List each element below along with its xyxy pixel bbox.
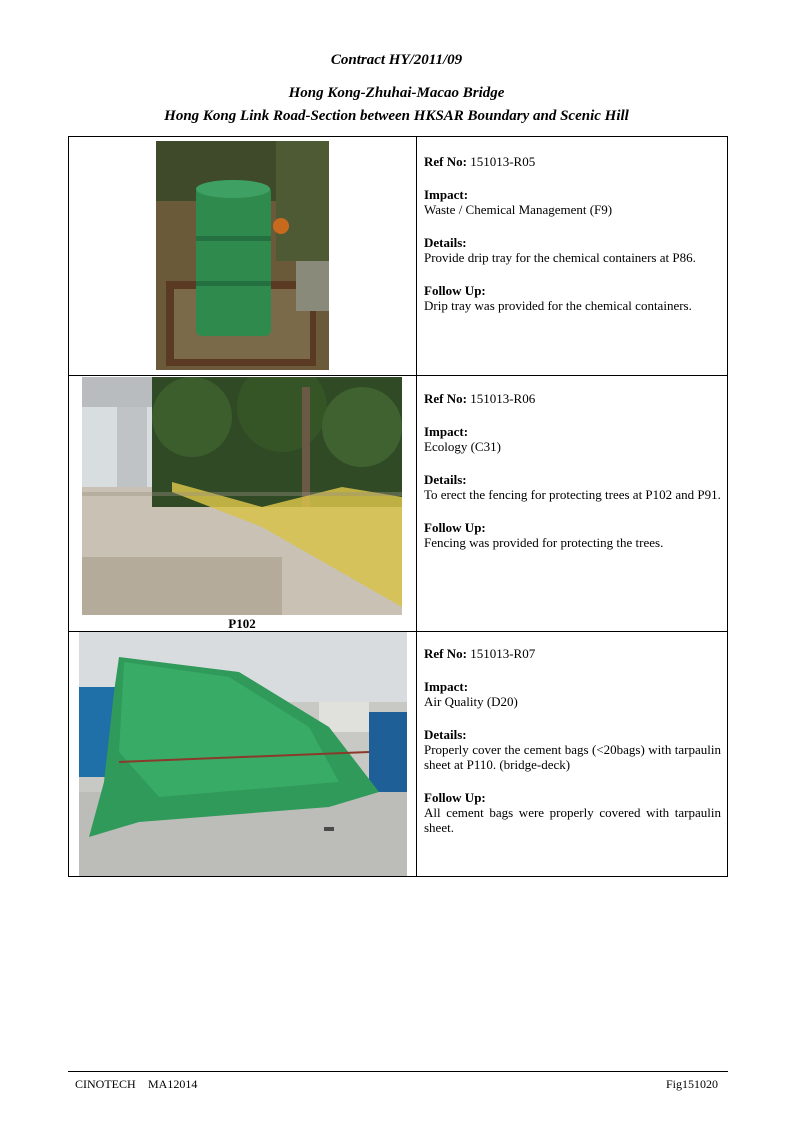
details-value: Provide drip tray for the chemical containers at P86.	[424, 250, 696, 265]
followup-value: All cement bags were properly covered with tarpaulin sheet.	[424, 805, 721, 835]
ref-value: 151013-R06	[470, 391, 536, 406]
followup-label: Follow Up:	[424, 283, 486, 298]
project-title: Hong Kong-Zhuhai-Macao Bridge	[288, 85, 505, 101]
ref-value: 151013-R07	[470, 646, 536, 661]
photo-caption: P102	[228, 616, 256, 631]
impact-label: Impact:	[424, 424, 469, 439]
details-value: Properly cover the cement bags (<20bags) with tarpaulin sheet at P110. (bridge-deck)	[424, 742, 721, 772]
footer-figure: Fig151020	[665, 1077, 718, 1091]
details-label: Details:	[424, 727, 467, 742]
impact-value: Ecology (C31)	[424, 439, 501, 454]
contract-title: Contract HY/2011/09	[330, 52, 463, 68]
photo-drip-tray	[156, 141, 329, 370]
footer-doc-code: MA12014	[148, 1077, 198, 1091]
followup-value: Drip tray was provided for the chemical containers.	[424, 298, 692, 313]
observation-table	[68, 136, 728, 877]
section-title: Hong Kong Link Road-Section between HKSAR Boundary and Scenic Hill	[164, 108, 629, 124]
ref-label: Ref No:	[424, 154, 467, 169]
details-label: Details:	[424, 235, 467, 250]
ref-label: Ref No:	[424, 646, 467, 661]
row-divider	[69, 375, 727, 376]
ref-value: 151013-R05	[470, 154, 536, 169]
record-r05	[424, 154, 721, 313]
impact-value: Waste / Chemical Management (F9)	[424, 202, 613, 217]
photo-tree-fencing	[82, 377, 402, 615]
record-r07	[424, 646, 721, 835]
column-divider	[416, 137, 417, 876]
record-r06	[424, 391, 721, 550]
footer-company: CINOTECH	[75, 1077, 136, 1091]
photo-tarpaulin	[79, 632, 407, 876]
ref-label: Ref No:	[424, 391, 467, 406]
details-label: Details:	[424, 472, 467, 487]
followup-label: Follow Up:	[424, 520, 486, 535]
followup-value: Fencing was provided for protecting the trees.	[424, 535, 664, 550]
impact-value: Air Quality (D20)	[424, 694, 518, 709]
details-value: To erect the fencing for protecting trees at P102 and P91.	[424, 487, 721, 502]
followup-label: Follow Up:	[424, 790, 486, 805]
impact-label: Impact:	[424, 187, 469, 202]
impact-label: Impact:	[424, 679, 469, 694]
footer-divider	[68, 1071, 728, 1072]
